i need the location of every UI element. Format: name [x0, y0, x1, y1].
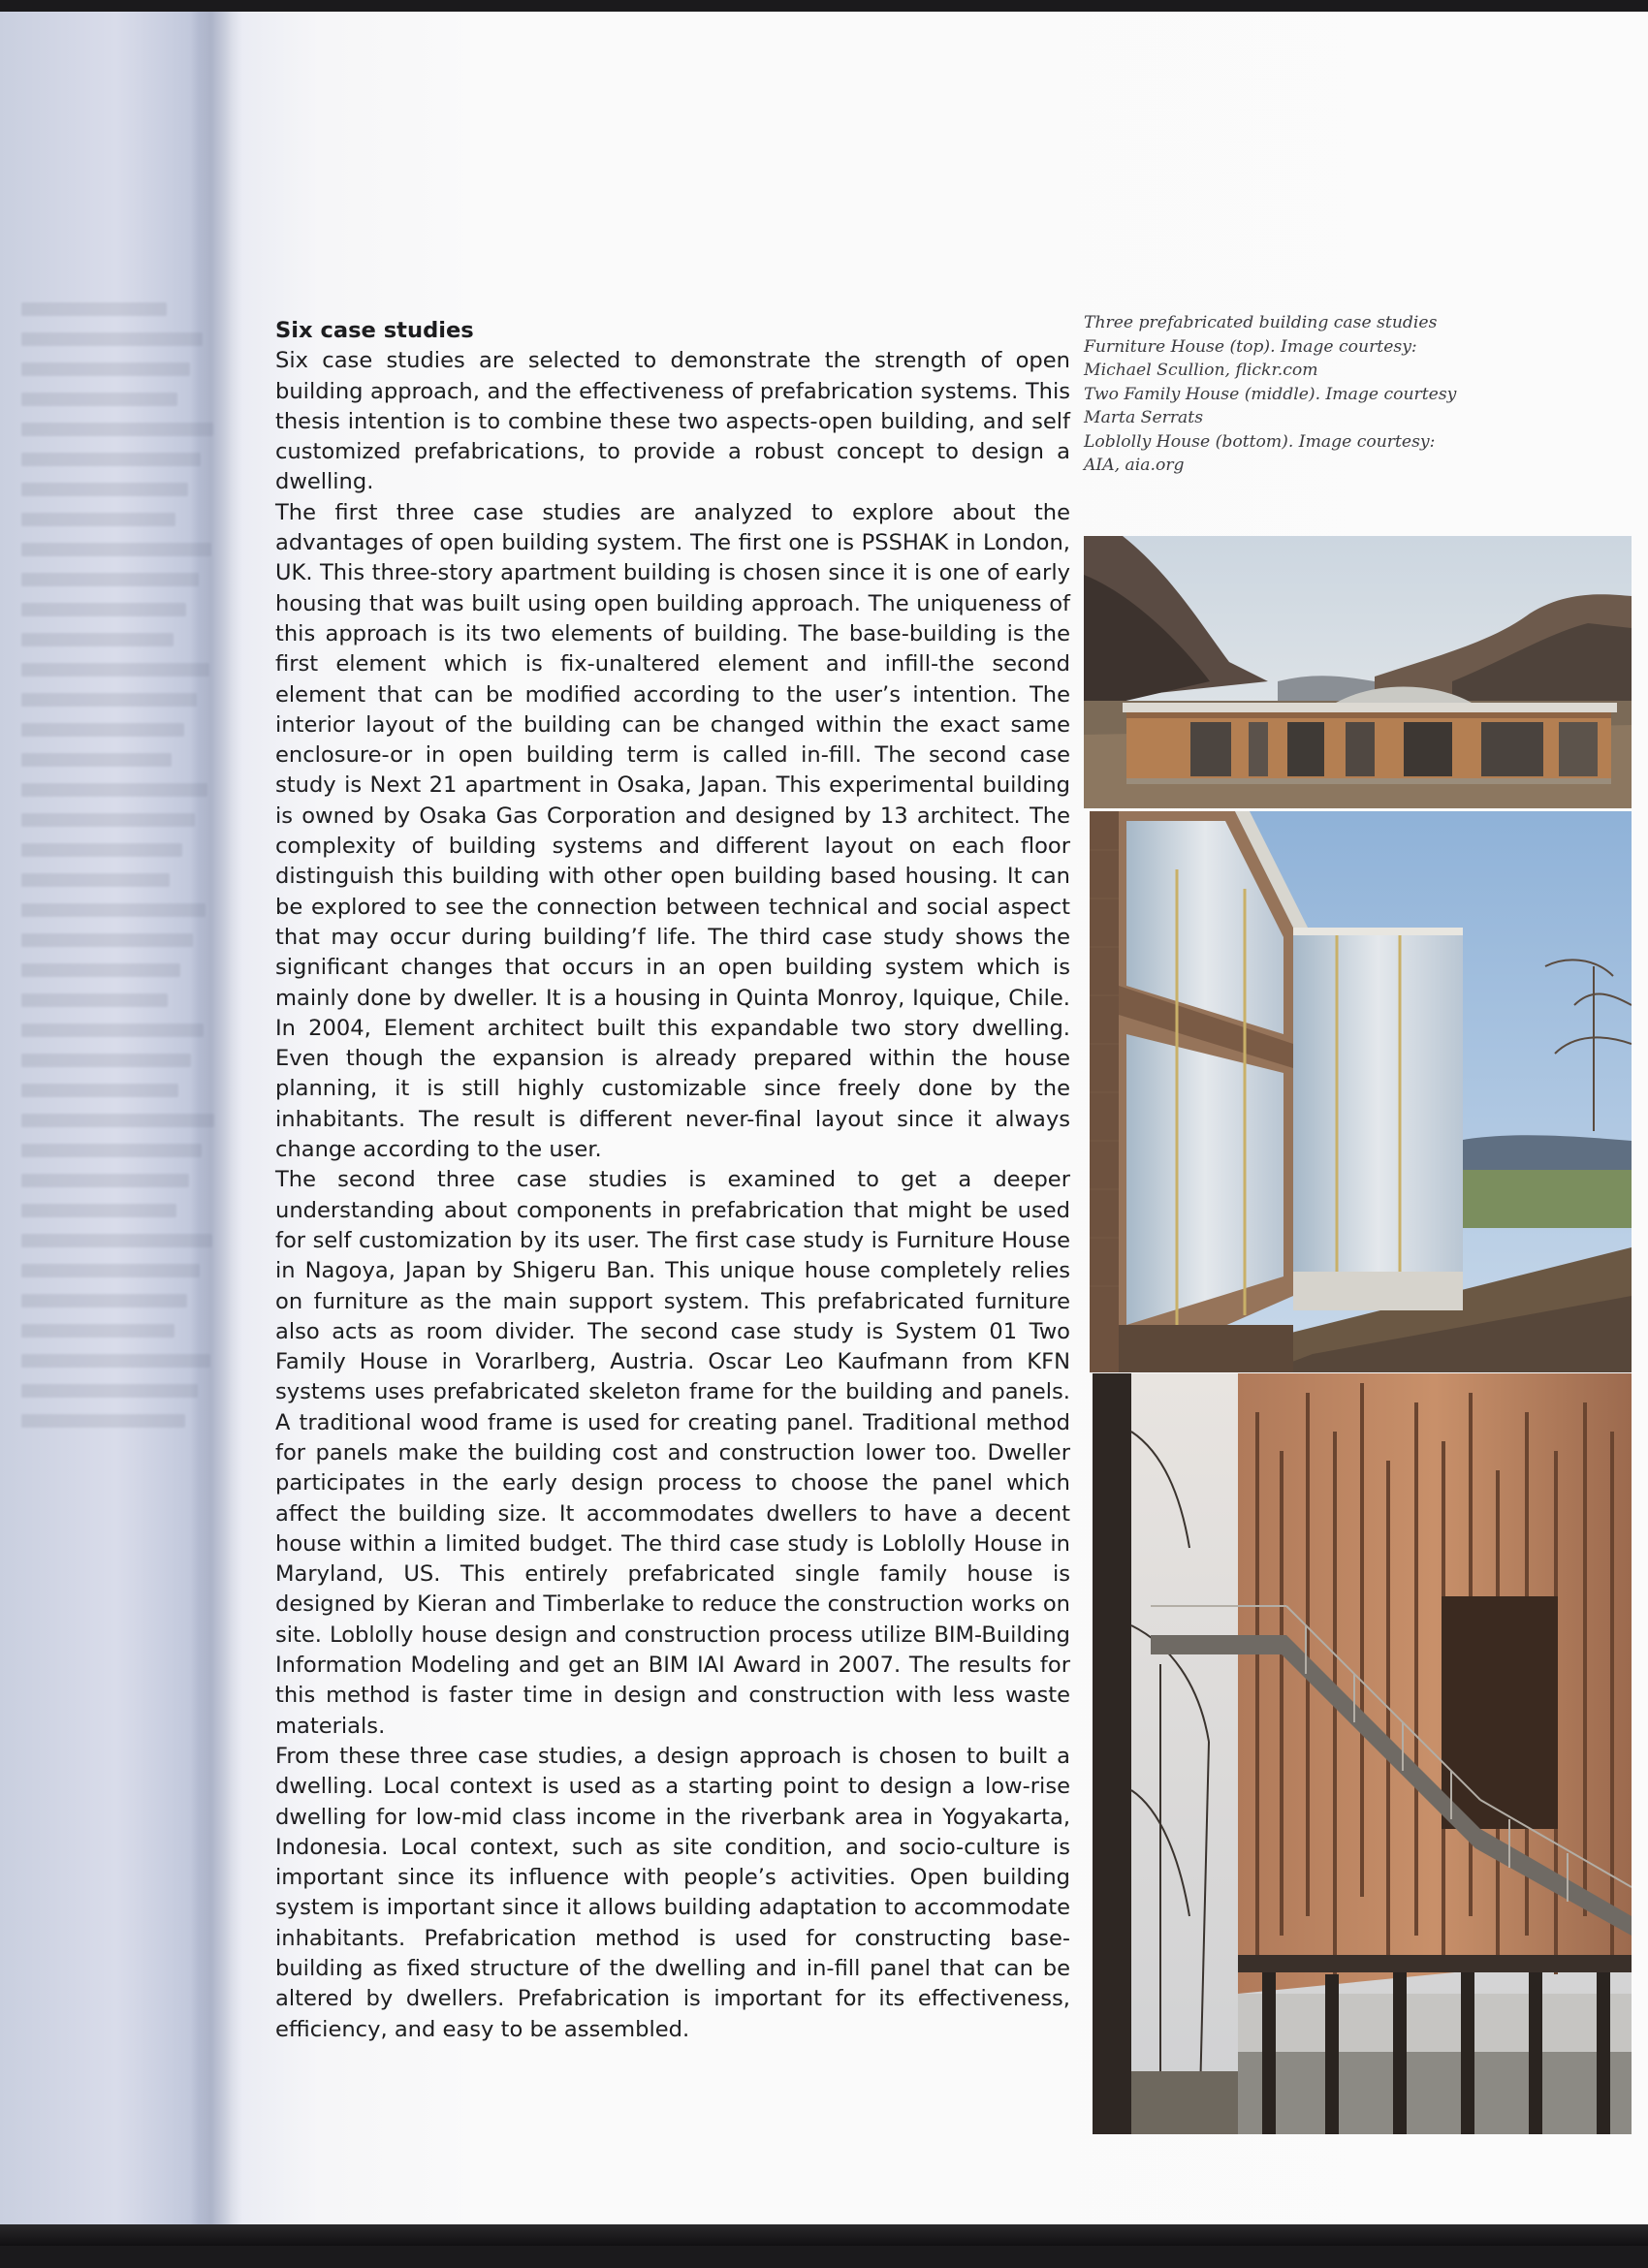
caption-line-two-family-house: Two Family House (middle). Image courtesy	[1084, 384, 1457, 404]
paragraph-open-building: The first three case studies are analyzed to explore about the advantages of open building system. The first one is PSSHAK in London, UK. This three-story apartment building is chosen since it is one of early housing that was built using open building approach. The uniqueness of this approach is its two elements of building. The base-building is the first element which is fix-unaltered element and infill-the second element that can be modified according to the user’s intention. The interior layout of the building can be changed within the exact same enclosure-or in open building term is called in-fill. The second case study is Next 21 apartment in Osaka, Japan. This experimental building is owned by Osaka Gas Corporation and designed by 13 architect. The complexity of building systems and different layout on each floor distinguish this building with other open building based housing. It can be explored to see the connection between technical and social aspect that may occur during building’f life. The third case study shows the significant changes that occurs in an open building system which is mainly done by dweller. It is a housing in Quinta Monroy, Iquique, Chile. In 2004, Element architect built this expandable two story dwelling. Even though the expansion is already prepared within the house planning, it is still highly customizable since freely done by the inhabitants. The result is different never-final layout since it always change according to the user.	[275, 499, 1070, 1163]
previous-page-text-ghost	[21, 1024, 204, 1037]
previous-page-text-ghost	[21, 573, 199, 586]
previous-page-bleed	[0, 12, 218, 2246]
previous-page-text-ghost	[21, 933, 193, 947]
book-spine-shadow	[190, 12, 242, 2246]
previous-page-text-ghost	[21, 963, 180, 977]
caption-credit-furniture-house: Michael Scullion, flickr.com	[1084, 361, 1318, 380]
previous-page-text-ghost	[21, 993, 168, 1007]
paragraph-intro: Six case studies are selected to demonstrate the strength of open building approach, and the effectiveness of prefabrication systems. This thesis intention is to combine these two aspects-open building, and self customized prefabrications, to provide a robust concept to design a dwelling.	[275, 348, 1070, 495]
previous-page-text-ghost	[21, 423, 213, 436]
previous-page-text-ghost	[21, 513, 175, 526]
caption-title: Three prefabricated building case studies	[1084, 313, 1438, 332]
previous-page-text-ghost	[21, 813, 195, 827]
previous-page-text-ghost	[21, 1264, 200, 1277]
previous-page-text-ghost	[21, 693, 197, 707]
previous-page-text-ghost	[21, 1144, 202, 1157]
photo-loblolly-house	[1093, 1373, 1632, 2134]
section-heading: Six case studies	[275, 318, 474, 343]
previous-page-text-ghost	[21, 543, 211, 556]
previous-page-text-ghost	[21, 663, 209, 677]
previous-page-text-ghost	[21, 1294, 187, 1307]
previous-page-text-ghost	[21, 483, 188, 496]
previous-page-text-ghost	[21, 1354, 210, 1368]
previous-page-text-ghost	[21, 1174, 189, 1187]
caption-credit-two-family-house: Marta Serrats	[1084, 408, 1204, 427]
previous-page-text-ghost	[21, 302, 167, 316]
previous-page-text-ghost	[21, 1204, 176, 1217]
page-bottom-edge	[0, 2224, 1648, 2246]
photo-furniture-house	[1084, 536, 1632, 808]
previous-page-text-ghost	[21, 362, 190, 376]
previous-page-text-ghost	[21, 903, 206, 917]
previous-page-text-ghost	[21, 633, 174, 646]
caption-line-furniture-house: Furniture House (top). Image courtesy:	[1084, 336, 1417, 357]
previous-page-text-ghost	[21, 453, 201, 466]
previous-page-text-ghost	[21, 723, 184, 737]
previous-page-text-ghost	[21, 753, 172, 767]
photo-two-family-house	[1090, 811, 1632, 1372]
previous-page-text-ghost	[21, 1414, 185, 1428]
previous-page-text-ghost	[21, 1234, 212, 1247]
previous-page-text-ghost	[21, 873, 170, 887]
previous-page-text-ghost	[21, 1324, 174, 1338]
previous-page-text-ghost	[21, 1084, 178, 1097]
previous-page-text-ghost	[21, 1114, 214, 1127]
previous-page-text-ghost	[21, 1384, 198, 1398]
book-page	[0, 12, 1648, 2246]
previous-page-text-ghost	[21, 393, 177, 406]
figure-caption	[1084, 311, 1491, 478]
previous-page-text-ghost	[21, 843, 182, 857]
paragraph-prefabrication: The second three case studies is examined to get a deeper understanding about components in prefabrication that might be used for self customization by its user. The first case study is Furniture House in Nagoya, Japan by Shigeru Ban. This unique house completely relies on furniture as the main support system. This prefabricated furniture also acts as room divider. The second case study is System 01 Two Family House in Vorarlberg, Austria. Oscar Leo Kaufmann from KFN systems uses prefabricated skeleton frame for the building and panels. A traditional wood frame is used for creating panel. Traditional method for panels make the building cost and construction lower too. Dweller participates in the early design process to choose the panel which affect the building size. It accommodates dwellers to have a decent house within a limited budget. The third case study is Loblolly House in Maryland, US. This entirely prefabricated single family house is designed by Kieran and Timberlake to reduce the construction works on site. Loblolly house design and construction process utilize BIM-Building Information Modeling and get an BIM IAI Award in 2007. The results for this method is faster time in design and construction with less waste materials.	[275, 1167, 1070, 1739]
previous-page-text-ghost	[21, 332, 203, 346]
previous-page-text-ghost	[21, 603, 186, 616]
paragraph-design-approach: From these three case studies, a design approach is chosen to built a dwelling. Local context is used as a starting point to design a low-rise dwelling for low-mid class income in the riverbank area in Yogyakarta, Indonesia. Local context, such as site condition, and socio-culture is important since its influence with people’s activities. Open building system is important since it allows building adaptation to accommodate inhabitants. Prefabrication method is used for constructing base-building as fixed structure of the dwelling and in-fill panel that can be altered by dwellers. Prefabrication is important for its effectiveness, efficiency, and easy to be assembled.	[275, 1743, 1070, 2042]
caption-credit-loblolly-house: AIA, aia.org	[1084, 456, 1185, 475]
previous-page-text-ghost	[21, 783, 207, 797]
caption-line-loblolly-house: Loblolly House (bottom). Image courtesy:	[1084, 431, 1436, 452]
previous-page-text-ghost	[21, 1054, 191, 1067]
article-body	[275, 316, 1070, 2045]
